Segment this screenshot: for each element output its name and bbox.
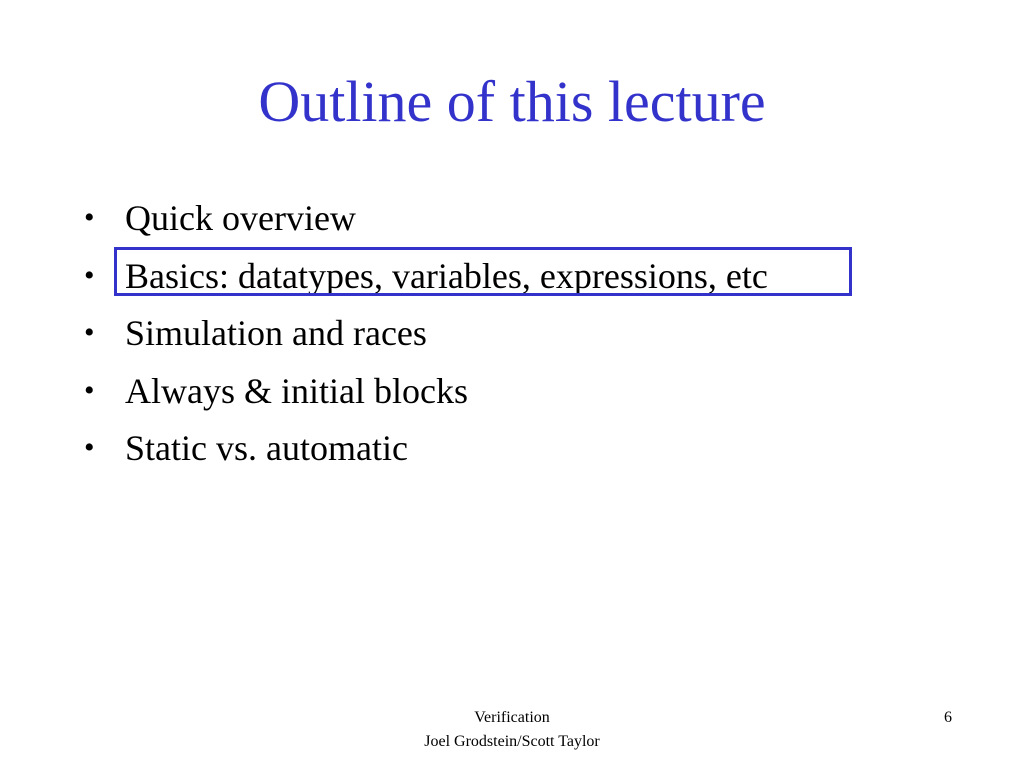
bullet-text: Always & initial blocks — [125, 370, 468, 411]
bullet-text: Basics: datatypes, variables, expressions, etc — [125, 255, 768, 296]
bullet-text: Quick overview — [125, 198, 356, 238]
current-topic-highlight-box — [114, 247, 852, 296]
bullet-icon: • — [84, 316, 95, 349]
footer — [312, 706, 712, 754]
bullet-text: Simulation and races — [125, 313, 427, 353]
bullet-text: Static vs. automatic — [125, 428, 408, 468]
bullet-icon: • — [84, 373, 95, 407]
bullet-icon: • — [84, 201, 95, 234]
slide-title: Outline of this lecture — [258, 69, 766, 134]
page-number: 6 — [944, 709, 952, 726]
bullet-icon: • — [84, 431, 95, 464]
bullet-icon: • — [84, 258, 95, 292]
footer-authors: Joel Grodstein/Scott Taylor — [424, 733, 600, 750]
footer-course: Verification — [474, 709, 550, 726]
